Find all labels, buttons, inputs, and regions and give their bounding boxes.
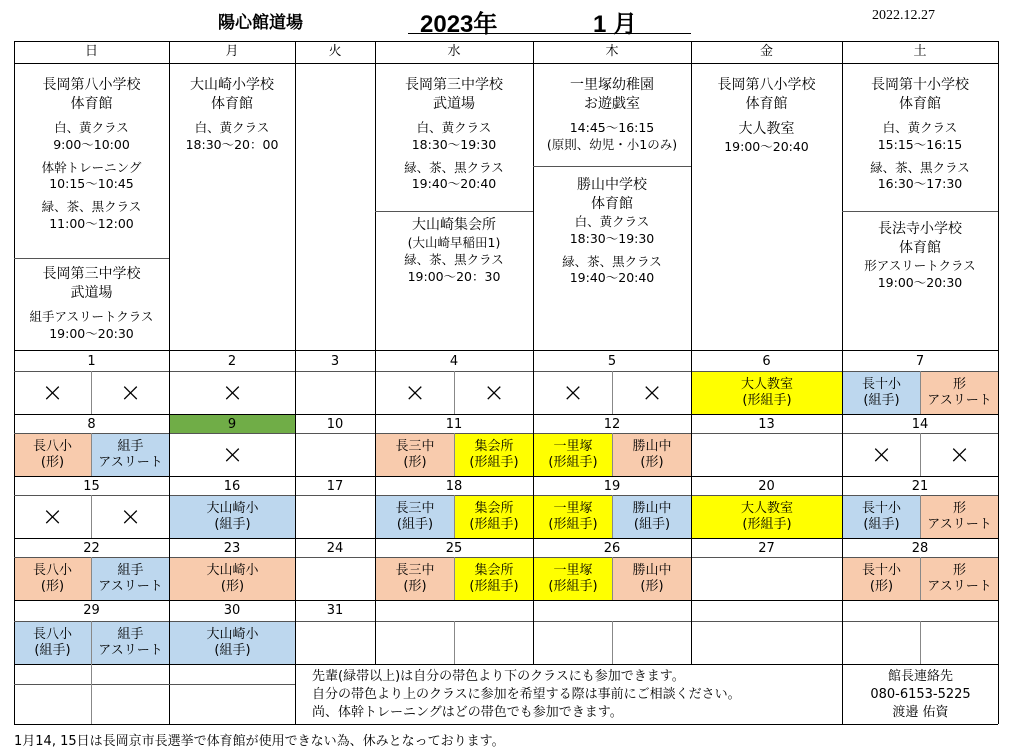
class-time: 11:00～12:00 bbox=[49, 216, 134, 232]
day-number: 30 bbox=[223, 603, 241, 618]
day-number: 2 bbox=[227, 354, 237, 369]
cross-icon: × bbox=[41, 378, 64, 408]
class-slot-katsuyama bbox=[613, 558, 691, 600]
slot-sub: アスリート bbox=[927, 517, 992, 532]
slot-sub: (組手) bbox=[34, 643, 71, 658]
slot-sub: (形組手) bbox=[548, 579, 598, 594]
cross-icon: × bbox=[221, 440, 244, 470]
closed-mark bbox=[534, 372, 612, 414]
slot-label: 長三中 bbox=[395, 438, 435, 454]
class-name: 緑、茶、黒クラス bbox=[562, 253, 662, 269]
weekday-mon: 月 bbox=[225, 44, 239, 59]
cross-icon: × bbox=[870, 440, 893, 470]
class-slot-oyamazaki bbox=[170, 622, 295, 664]
venue-address: (大山崎早稲田1) bbox=[407, 234, 501, 250]
slot-label: 大山崎小 bbox=[206, 500, 259, 516]
cross-icon: × bbox=[562, 378, 584, 408]
class-time: 18:30～20：00 bbox=[185, 136, 279, 152]
class-time: 19:00～20:30 bbox=[49, 325, 134, 341]
class-slot-chosan bbox=[376, 558, 454, 600]
slot-sub: (形組手) bbox=[469, 579, 519, 594]
class-slot-ichirizuka bbox=[534, 496, 612, 538]
closed-mark bbox=[843, 434, 920, 476]
class-slot-chohachi bbox=[14, 558, 91, 600]
slot-sub: (形組手) bbox=[469, 455, 519, 470]
day-number: 17 bbox=[326, 479, 344, 494]
class-slot-katsuyama bbox=[613, 434, 691, 476]
class-slot-adult bbox=[692, 372, 842, 414]
venue-name: 長岡第三中学校 bbox=[405, 77, 503, 93]
class-time: 19:00～20:40 bbox=[724, 138, 809, 154]
venue-name: 勝山中学校 bbox=[577, 177, 647, 193]
slot-sub: (形組手) bbox=[469, 517, 519, 532]
slot-label: 長十小 bbox=[861, 376, 901, 392]
slot-label: 組手 bbox=[117, 438, 144, 454]
class-time: 9:00～10:00 bbox=[53, 136, 130, 152]
day-number: 21 bbox=[911, 479, 929, 494]
venue-room: お遊戯室 bbox=[584, 95, 640, 112]
day-number: 16 bbox=[223, 479, 241, 494]
slot-label: 一里塚 bbox=[553, 500, 593, 516]
slot-sub: アスリート bbox=[98, 455, 163, 470]
day-number: 31 bbox=[326, 603, 344, 618]
slot-sub: (形) bbox=[640, 579, 664, 594]
venue-room: 体育館 bbox=[745, 95, 788, 112]
class-name: 体幹トレーニング bbox=[41, 159, 142, 175]
class-time: 18:30～19:30 bbox=[569, 230, 655, 246]
venue-room: 体育館 bbox=[591, 195, 633, 212]
venue-name: 長法寺小学校 bbox=[878, 221, 962, 237]
note-line-2: 自分の帯色より上のクラスに参加を希望する際は事前にご相談ください。 bbox=[312, 687, 741, 702]
venue-name: 長岡第三中学校 bbox=[42, 266, 141, 282]
day-number: 20 bbox=[758, 479, 775, 494]
day-number: 15 bbox=[83, 479, 100, 494]
venue-room: 武道場 bbox=[433, 95, 475, 112]
day-number: 23 bbox=[223, 541, 241, 556]
slot-label: 大山崎小 bbox=[206, 626, 259, 642]
closed-mark bbox=[14, 496, 91, 538]
weekday-fri: 金 bbox=[759, 44, 773, 59]
class-slot-chosan bbox=[376, 496, 454, 538]
schedule-sun-evening bbox=[14, 265, 169, 343]
day-number: 1 bbox=[87, 354, 96, 369]
slot-sub: アスリート bbox=[927, 393, 992, 408]
class-slot-kata-athlete bbox=[921, 372, 998, 414]
class-time: 19:40～20:40 bbox=[411, 176, 497, 192]
slot-label: 勝山中 bbox=[632, 500, 672, 516]
slot-label: 一里塚 bbox=[553, 562, 593, 578]
schedule-thu-evening bbox=[533, 176, 691, 287]
class-name: 緑、茶、黒クラス bbox=[404, 251, 504, 267]
class-time: 19:00～20：30 bbox=[407, 268, 501, 284]
contact-phone: 080-6153-5225 bbox=[870, 687, 971, 702]
slot-label: 形 bbox=[952, 376, 966, 392]
slot-sub: (形組手) bbox=[548, 517, 598, 532]
venue-name: 大山崎集会所 bbox=[412, 217, 496, 233]
day-number: 7 bbox=[915, 354, 925, 369]
class-time: 19:00～20:30 bbox=[877, 274, 963, 290]
class-slot-oyamazaki bbox=[170, 558, 295, 600]
slot-sub: (形組手) bbox=[742, 393, 792, 408]
weekday-sun: 日 bbox=[84, 44, 98, 59]
class-time: 10:15～10:45 bbox=[49, 176, 134, 192]
class-slot-oyamazaki bbox=[170, 496, 295, 538]
slot-label: 長八小 bbox=[32, 562, 72, 578]
class-name: 組手アスリートクラス bbox=[29, 308, 154, 324]
closed-mark bbox=[92, 496, 169, 538]
day-number: 24 bbox=[326, 541, 344, 556]
slot-label: 集会所 bbox=[474, 438, 514, 454]
day-number: 22 bbox=[83, 541, 100, 556]
day-number: 19 bbox=[603, 479, 621, 494]
class-slot-shukaisho bbox=[455, 558, 533, 600]
day-number: 3 bbox=[330, 354, 340, 369]
venue-room: 体育館 bbox=[211, 95, 253, 112]
slot-sub: (形) bbox=[640, 455, 664, 470]
month-label: 1 月 bbox=[593, 11, 638, 38]
schedule-wed-evening bbox=[375, 216, 533, 286]
day-number: 12 bbox=[603, 417, 621, 432]
slot-label: 長十小 bbox=[861, 500, 901, 516]
closed-mark bbox=[455, 372, 533, 414]
class-slot-kumite-athlete bbox=[92, 434, 169, 476]
class-slot-chojyu bbox=[843, 496, 920, 538]
schedule-fri bbox=[691, 76, 842, 156]
class-slot-kata-athlete bbox=[921, 496, 998, 538]
class-name: 白、黄クラス bbox=[882, 119, 958, 135]
slot-sub: アスリート bbox=[98, 643, 163, 658]
venue-room: 体育館 bbox=[899, 239, 941, 256]
venue-name: 大山崎小学校 bbox=[190, 77, 274, 93]
slot-sub: (形) bbox=[869, 579, 894, 594]
day-number: 11 bbox=[445, 417, 463, 432]
venue-name: 長岡第八小学校 bbox=[717, 77, 816, 93]
slot-sub: (形組手) bbox=[548, 455, 598, 470]
weekday-wed: 水 bbox=[447, 44, 461, 59]
class-slot-shukaisho bbox=[455, 434, 533, 476]
schedule-wed bbox=[375, 76, 533, 193]
cross-icon: × bbox=[404, 378, 426, 408]
day-number: 8 bbox=[87, 417, 96, 432]
slot-label: 長三中 bbox=[395, 500, 435, 516]
venue-room: 体育館 bbox=[70, 95, 113, 112]
slot-sub: (組手) bbox=[214, 517, 251, 532]
class-name: 白、黄クラス bbox=[416, 119, 492, 135]
slot-label: 一里塚 bbox=[553, 438, 593, 454]
closed-mark bbox=[170, 372, 295, 414]
slot-label: 大人教室 bbox=[740, 500, 793, 516]
venue-name: 長岡第八小学校 bbox=[42, 77, 141, 93]
slot-sub: (組手) bbox=[863, 517, 900, 532]
slot-label: 大山崎小 bbox=[206, 562, 259, 578]
slot-sub: (組手) bbox=[396, 517, 434, 532]
weekday-thu: 木 bbox=[605, 44, 619, 59]
day-number: 26 bbox=[603, 541, 621, 556]
slot-sub: (組手) bbox=[633, 517, 671, 532]
class-slot-kata-athlete bbox=[921, 558, 998, 600]
schedule-sun bbox=[14, 76, 169, 233]
contact-title: 館長連絡先 bbox=[887, 669, 953, 684]
cross-icon: × bbox=[221, 378, 244, 408]
cross-icon: × bbox=[483, 378, 505, 408]
slot-label: 集会所 bbox=[474, 562, 514, 578]
cross-icon: × bbox=[119, 378, 142, 408]
class-name: 緑、茶、黒クラス bbox=[41, 199, 142, 215]
class-slot-chosan bbox=[376, 434, 454, 476]
day-number: 25 bbox=[445, 541, 463, 556]
class-name: 形アスリートクラス bbox=[864, 257, 976, 273]
slot-label: 勝山中 bbox=[632, 562, 672, 578]
class-slot-kumite-athlete bbox=[92, 558, 169, 600]
slot-label: 長八小 bbox=[32, 626, 72, 642]
slot-label: 長十小 bbox=[861, 562, 901, 578]
slot-sub: (形) bbox=[40, 579, 65, 594]
day-number: 14 bbox=[911, 417, 929, 432]
day-number: 4 bbox=[449, 354, 459, 369]
class-name: 緑、茶、黒クラス bbox=[404, 159, 504, 175]
cross-icon: × bbox=[41, 502, 64, 532]
slot-label: 集会所 bbox=[474, 500, 514, 516]
class-name: 白、黄クラス bbox=[54, 119, 129, 135]
slot-sub: (形) bbox=[220, 579, 245, 594]
class-name: 緑、茶、黒クラス bbox=[870, 159, 970, 175]
class-slot-adult bbox=[692, 496, 842, 538]
slot-sub: (形組手) bbox=[742, 517, 792, 532]
venue-name: 長岡第十小学校 bbox=[871, 77, 969, 93]
day-number: 29 bbox=[83, 603, 100, 618]
class-slot-chojyu bbox=[843, 558, 920, 600]
class-slot-ichirizuka bbox=[534, 434, 612, 476]
slot-sub: (形) bbox=[403, 455, 427, 470]
class-time: 14:45～16:15 bbox=[569, 119, 655, 135]
class-slot-shukaisho bbox=[455, 496, 533, 538]
slot-label: 形 bbox=[952, 562, 966, 578]
class-slot-chohachi bbox=[14, 434, 91, 476]
class-name: 大人教室 bbox=[738, 120, 795, 137]
class-time: 16:30～17:30 bbox=[877, 176, 963, 192]
slot-sub: (形) bbox=[403, 579, 427, 594]
schedule-sat-evening bbox=[842, 220, 998, 292]
class-time: 19:40～20:40 bbox=[569, 270, 655, 286]
day-number: 28 bbox=[911, 541, 929, 556]
schedule-mon bbox=[169, 76, 295, 154]
schedule-sat bbox=[842, 76, 998, 193]
weekday-tue: 火 bbox=[328, 44, 342, 59]
closed-mark bbox=[613, 372, 691, 414]
contact-name: 渡邉 佑資 bbox=[892, 705, 949, 720]
class-slot-katsuyama bbox=[613, 496, 691, 538]
contact-block bbox=[843, 668, 998, 722]
weekday-sat: 土 bbox=[913, 44, 927, 59]
venue-room: 体育館 bbox=[899, 95, 941, 112]
slot-label: 長三中 bbox=[395, 562, 435, 578]
slot-label: 長八小 bbox=[32, 438, 72, 454]
cross-icon: × bbox=[948, 440, 971, 470]
slot-label: 組手 bbox=[117, 626, 144, 642]
day-number: 9 bbox=[227, 417, 237, 432]
closed-mark bbox=[170, 434, 295, 476]
closed-mark bbox=[14, 372, 91, 414]
dojo-name: 陽心館道場 bbox=[218, 13, 303, 33]
class-slot-kumite-athlete bbox=[92, 622, 169, 664]
class-slot-chohachi bbox=[14, 622, 91, 664]
day-number: 10 bbox=[326, 417, 344, 432]
slot-sub: (形) bbox=[40, 455, 65, 470]
day-number: 13 bbox=[758, 417, 775, 432]
venue-room: 武道場 bbox=[70, 284, 113, 301]
slot-sub: アスリート bbox=[98, 579, 163, 594]
schedule-thu bbox=[533, 76, 691, 154]
slot-label: 形 bbox=[952, 500, 966, 516]
issue-date: 2022.12.27 bbox=[872, 8, 935, 23]
slot-sub: (組手) bbox=[214, 643, 251, 658]
class-time: 15:15～16:15 bbox=[877, 136, 963, 152]
slot-sub: アスリート bbox=[927, 579, 992, 594]
slot-sub: (組手) bbox=[863, 393, 900, 408]
day-number: 27 bbox=[758, 541, 775, 556]
note-line-1: 先輩(緑帯以上)は自分の帯色より下のクラスにも参加できます。 bbox=[312, 669, 685, 684]
class-slot-ichirizuka bbox=[534, 558, 612, 600]
class-time: 18:30～19:30 bbox=[411, 136, 497, 152]
class-name: 白、黄クラス bbox=[574, 213, 650, 229]
slot-label: 勝山中 bbox=[632, 438, 672, 454]
slot-label: 大人教室 bbox=[740, 376, 793, 392]
footer-notice: 1月14, 15日は長岡京市長選挙で体育館が使用できない為、休みとなっております。 bbox=[14, 734, 505, 749]
slot-label: 組手 bbox=[117, 562, 144, 578]
day-number: 6 bbox=[762, 354, 771, 369]
cross-icon: × bbox=[119, 502, 142, 532]
closed-mark bbox=[376, 372, 454, 414]
venue-name: 一里塚幼稚園 bbox=[570, 77, 654, 93]
class-note: (原則、幼児・小1のみ) bbox=[546, 136, 678, 152]
note-line-3: 尚、体幹トレーニングはどの帯色でも参加できます。 bbox=[312, 705, 623, 720]
class-slot-chojyu bbox=[843, 372, 920, 414]
cross-icon: × bbox=[641, 378, 663, 408]
year-label: 2023年 bbox=[420, 11, 498, 38]
closed-mark bbox=[92, 372, 169, 414]
closed-mark bbox=[921, 434, 998, 476]
class-name: 白、黄クラス bbox=[194, 119, 270, 135]
day-number: 5 bbox=[607, 354, 617, 369]
day-number: 18 bbox=[445, 479, 463, 494]
